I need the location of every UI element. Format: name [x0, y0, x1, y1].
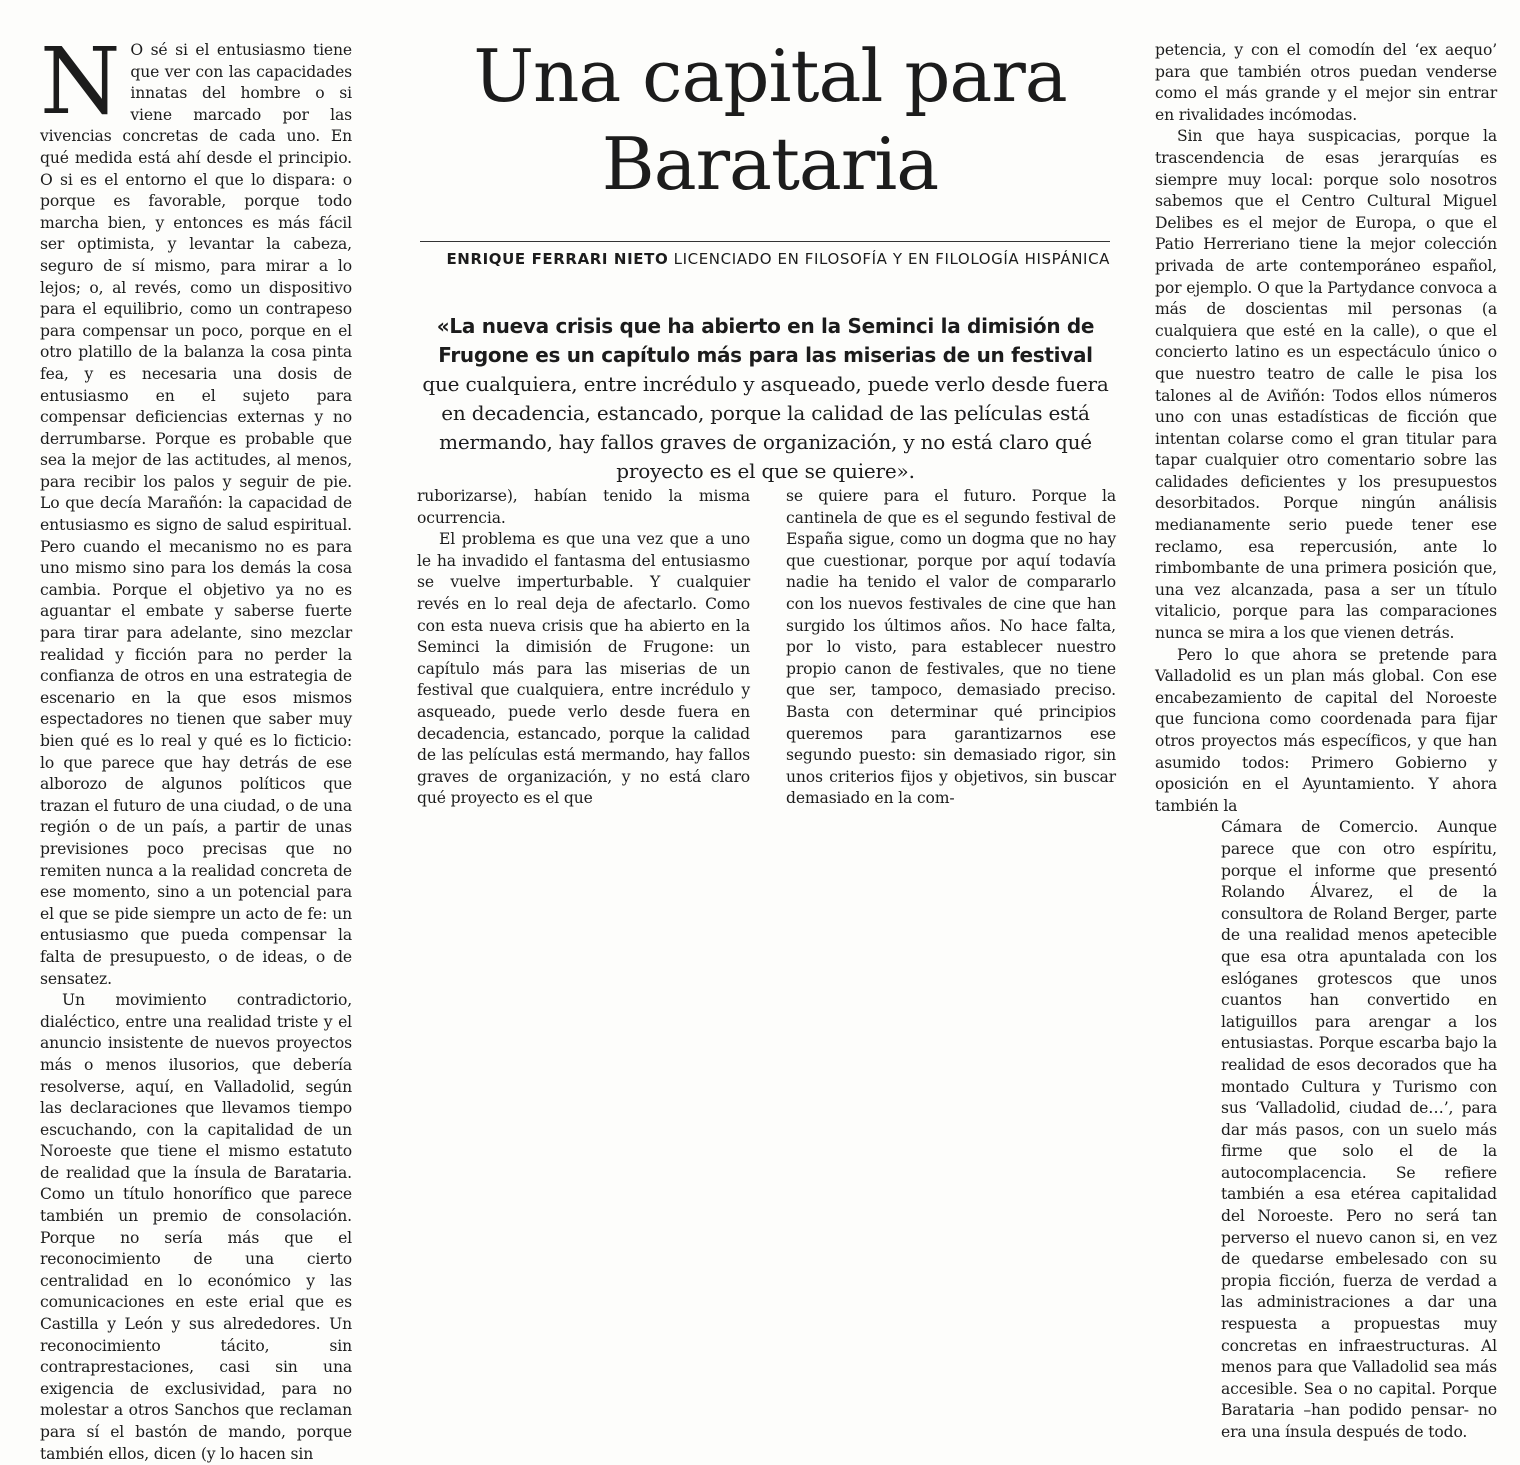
paragraph: Cámara de Comercio. Aunque parece que con otro espíritu, porque el informe que presentó Rolando Álvarez, el de la consultora de Roland Berger, parte de una realidad menos apetecible que esa otra apuntalada con los eslóganes grotescos que unos cuantos han convertido en latiguillos para arengar a los entusiastas. Porque escarba bajo la realidad de esos decorados que ha montado Cultura y Turismo con sus ‘Valladolid, ciudad de…’, para dar más pasos, con un suelo más firme que solo el de la autocomplacencia. Se refiere también a esa etérea capitalidad del Noroeste. Pero no será tan perverso el nuevo canon si, en vez de quedarse embelesado con su propia ficción, fuerza de verdad a las administraciones a dar una respuesta a propuestas muy concretas en infraestructuras. Al menos para que Valladolid sea más accesible. Sea o no capital. Porque Barataria –han podido pensar- no era una ínsula después de todo. [1221, 818, 1497, 1441]
headline: Una capital para Barataria [473, 34, 1067, 206]
pull-quote-bold: «La nueva crisis que ha abierto en la Seminci la dimisión de Frugone es un capítulo más para las miserias de un festival [436, 314, 1095, 367]
article-column-1 [40, 28, 352, 1465]
article-column-2 [417, 486, 750, 810]
column-4-inset-text [1155, 817, 1497, 1443]
article-column-4 [1155, 40, 1497, 1444]
drop-cap: N [40, 28, 121, 135]
paragraph: Un movimiento contradictorio, dialéctico, entre una realidad triste y el anuncio insistente de nuevos proyectos más o menos ilusorios, que debería resolverse, aquí, en Valladolid, según las declaraciones que llevamos tiempo escuchando, con la capitalidad de un Noroeste que tiene el mismo estatuto de realidad que la ínsula de Barataria. Como un título honorífico que parece también un premio de consolación. Porque no sería más que el reconocimiento de una cierto centralidad en lo económico y las comunicaciones en este erial que es Castilla y León y sus alrededores. Un reconocimiento tácito, sin contraprestaciones, casi sin una exigencia de exclusividad, para no molestar a otros Sanchos que reclaman para sí el bastón de mando, porque también ellos, dicen (y lo hacen sin [40, 991, 352, 1463]
paragraph: O sé si el entusiasmo tiene que ver con las capacidades innatas del hombre o si viene marcado por las vivencias concretas de cada uno. En qué medida está ahí desde el principio. O si es el entorno el que lo dispara: o porque es favorable, porque todo marcha bien, y entonces es más fácil ser optimista, y levantar la cabeza, seguro de sí mismo, para mirar a lo lejos; o, al revés, como un dispositivo para el equilibrio, como un contrapeso para compensar un poco, porque en el otro platillo de la balanza la cosa pinta fea, y es necesaria una dosis de entusiasmo en el sujeto para compensar deficiencias externas y no derrumbarse. Porque es probable que sea la mejor de las actitudes, al menos, para recibir los palos y seguir de pie. Lo que decía Marañón: la capacidad de entusiasmo es signo de salud espiritual. Pero cuando el mecanismo no es para uno mismo sino para los demás la cosa cambia. Porque el objetivo ya no es aguantar el embate y saberse fuerte para tirar para adelante, sino mezclar realidad y ficción para no perder la confianza de otros en una estrategia de escenario en la que esos mismos espectadores no tienen que saber muy bien qué es lo real y qué es lo ficticio: lo que parece que hay detrás de ese alborozo de algunos políticos que trazan el futuro de una ciudad, o de una región o de un país, a partir de unas previsiones poco precisas que no remiten nunca a la realidad concreta de ese momento, sino a un potencial para el que se pide siempre un acto de fe: un entusiasmo que pueda compensar la falta de presupuesto, o de ideas, o de sensatez. [40, 41, 352, 988]
author-role: LICENCIADO EN FILOSOFÍA Y EN FILOLOGÍA HISPÁNICA [673, 250, 1110, 268]
paragraph: ruborizarse), habían tenido la misma ocurrencia. [417, 487, 750, 527]
pull-quote-rest: que cualquiera, entre incrédulo y asqueado, puede verlo desde fuera en decadencia, estancado, porque la calidad de las películas está mermando, hay fallos graves de organización, y no está claro qué proyecto es el que se quiere». [422, 372, 1109, 483]
byline [420, 241, 1110, 268]
pull-quote [418, 312, 1113, 486]
paragraph: El problema es que una vez que a uno le ha invadido el fantasma del entusiasmo se vuelve imperturbable. Y cualquier revés en lo real deja de afectarlo. Como con esta nueva crisis que ha abierto en la Seminci la dimisión de Frugone: un capítulo más para las miserias de un festival que cualquiera, entre incrédulo y asqueado, puede verlo desde fuera en decadencia, estancado, porque la calidad de las películas está mermando, hay fallos graves de organización, y no está claro qué proyecto es el que [417, 530, 750, 808]
paragraph: se quiere para el futuro. Porque la cantinela de que es el segundo festival de España sigue, como un dogma que no hay que cuestionar, porque por aquí todavía nadie ha tenido el valor de compararlo con los nuevos festivales de cine que han surgido los últimos años. No hace falta, por lo visto, para establecer nuestro propio canon de festivales, que no tiene que ser, tampoco, demasiado preciso. Basta con determinar qué principios queremos para garantizarnos ese segundo puesto: sin demasiado rigor, sin unos criterios fijos y objetivos, sin buscar demasiado en la com- [786, 487, 1116, 808]
article-column-3 [786, 486, 1116, 810]
author-name: ENRIQUE FERRARI NIETO [446, 250, 669, 268]
paragraph: petencia, y con el comodín del ‘ex aequo’ para que también otros puedan venderse como el más grande y el mejor sin entrar en rivalidades incómodas. [1155, 41, 1497, 124]
paragraph: Pero lo que ahora se pretende para Valladolid es un plan más global. Con ese encabezamiento de capital del Noroeste que funciona como coordenada para fijar otros proyectos más específicos, y que han asumido todos: Primero Gobierno y oposición en el Ayuntamiento. Y ahora también la [1155, 645, 1497, 815]
paragraph: Sin que haya suspicacias, porque la trascendencia de esas jerarquías es siempre muy local: porque solo nosotros sabemos que el Centro Cultural Miguel Delibes es el mejor de Europa, o que el Patio Herreriano tiene la mejor colección privada de arte contemporáneo español, por ejemplo. O que la Partydance convoca a más de doscientas mil personas (a cualquiera que esté en la calle), o que el concierto latino es un espectáculo único o que nuestro teatro de calle le pisa los talones al de Aviñón: Todos ellos números uno con unas estadísticas de ficción que intentan colarse como el gran titular para tapar cualquier otro comentario sobre las calidades deficientes y los presupuestos desorbitados. Porque ningún análisis medianamente serio puede tener ese reclamo, esa repercusión, ante lo rimbombante de una primera posición que, una vez alcanzada, pasa a ser un título vitalicio, porque para las comparaciones nunca se mira a los que vienen detrás. [1155, 127, 1497, 643]
